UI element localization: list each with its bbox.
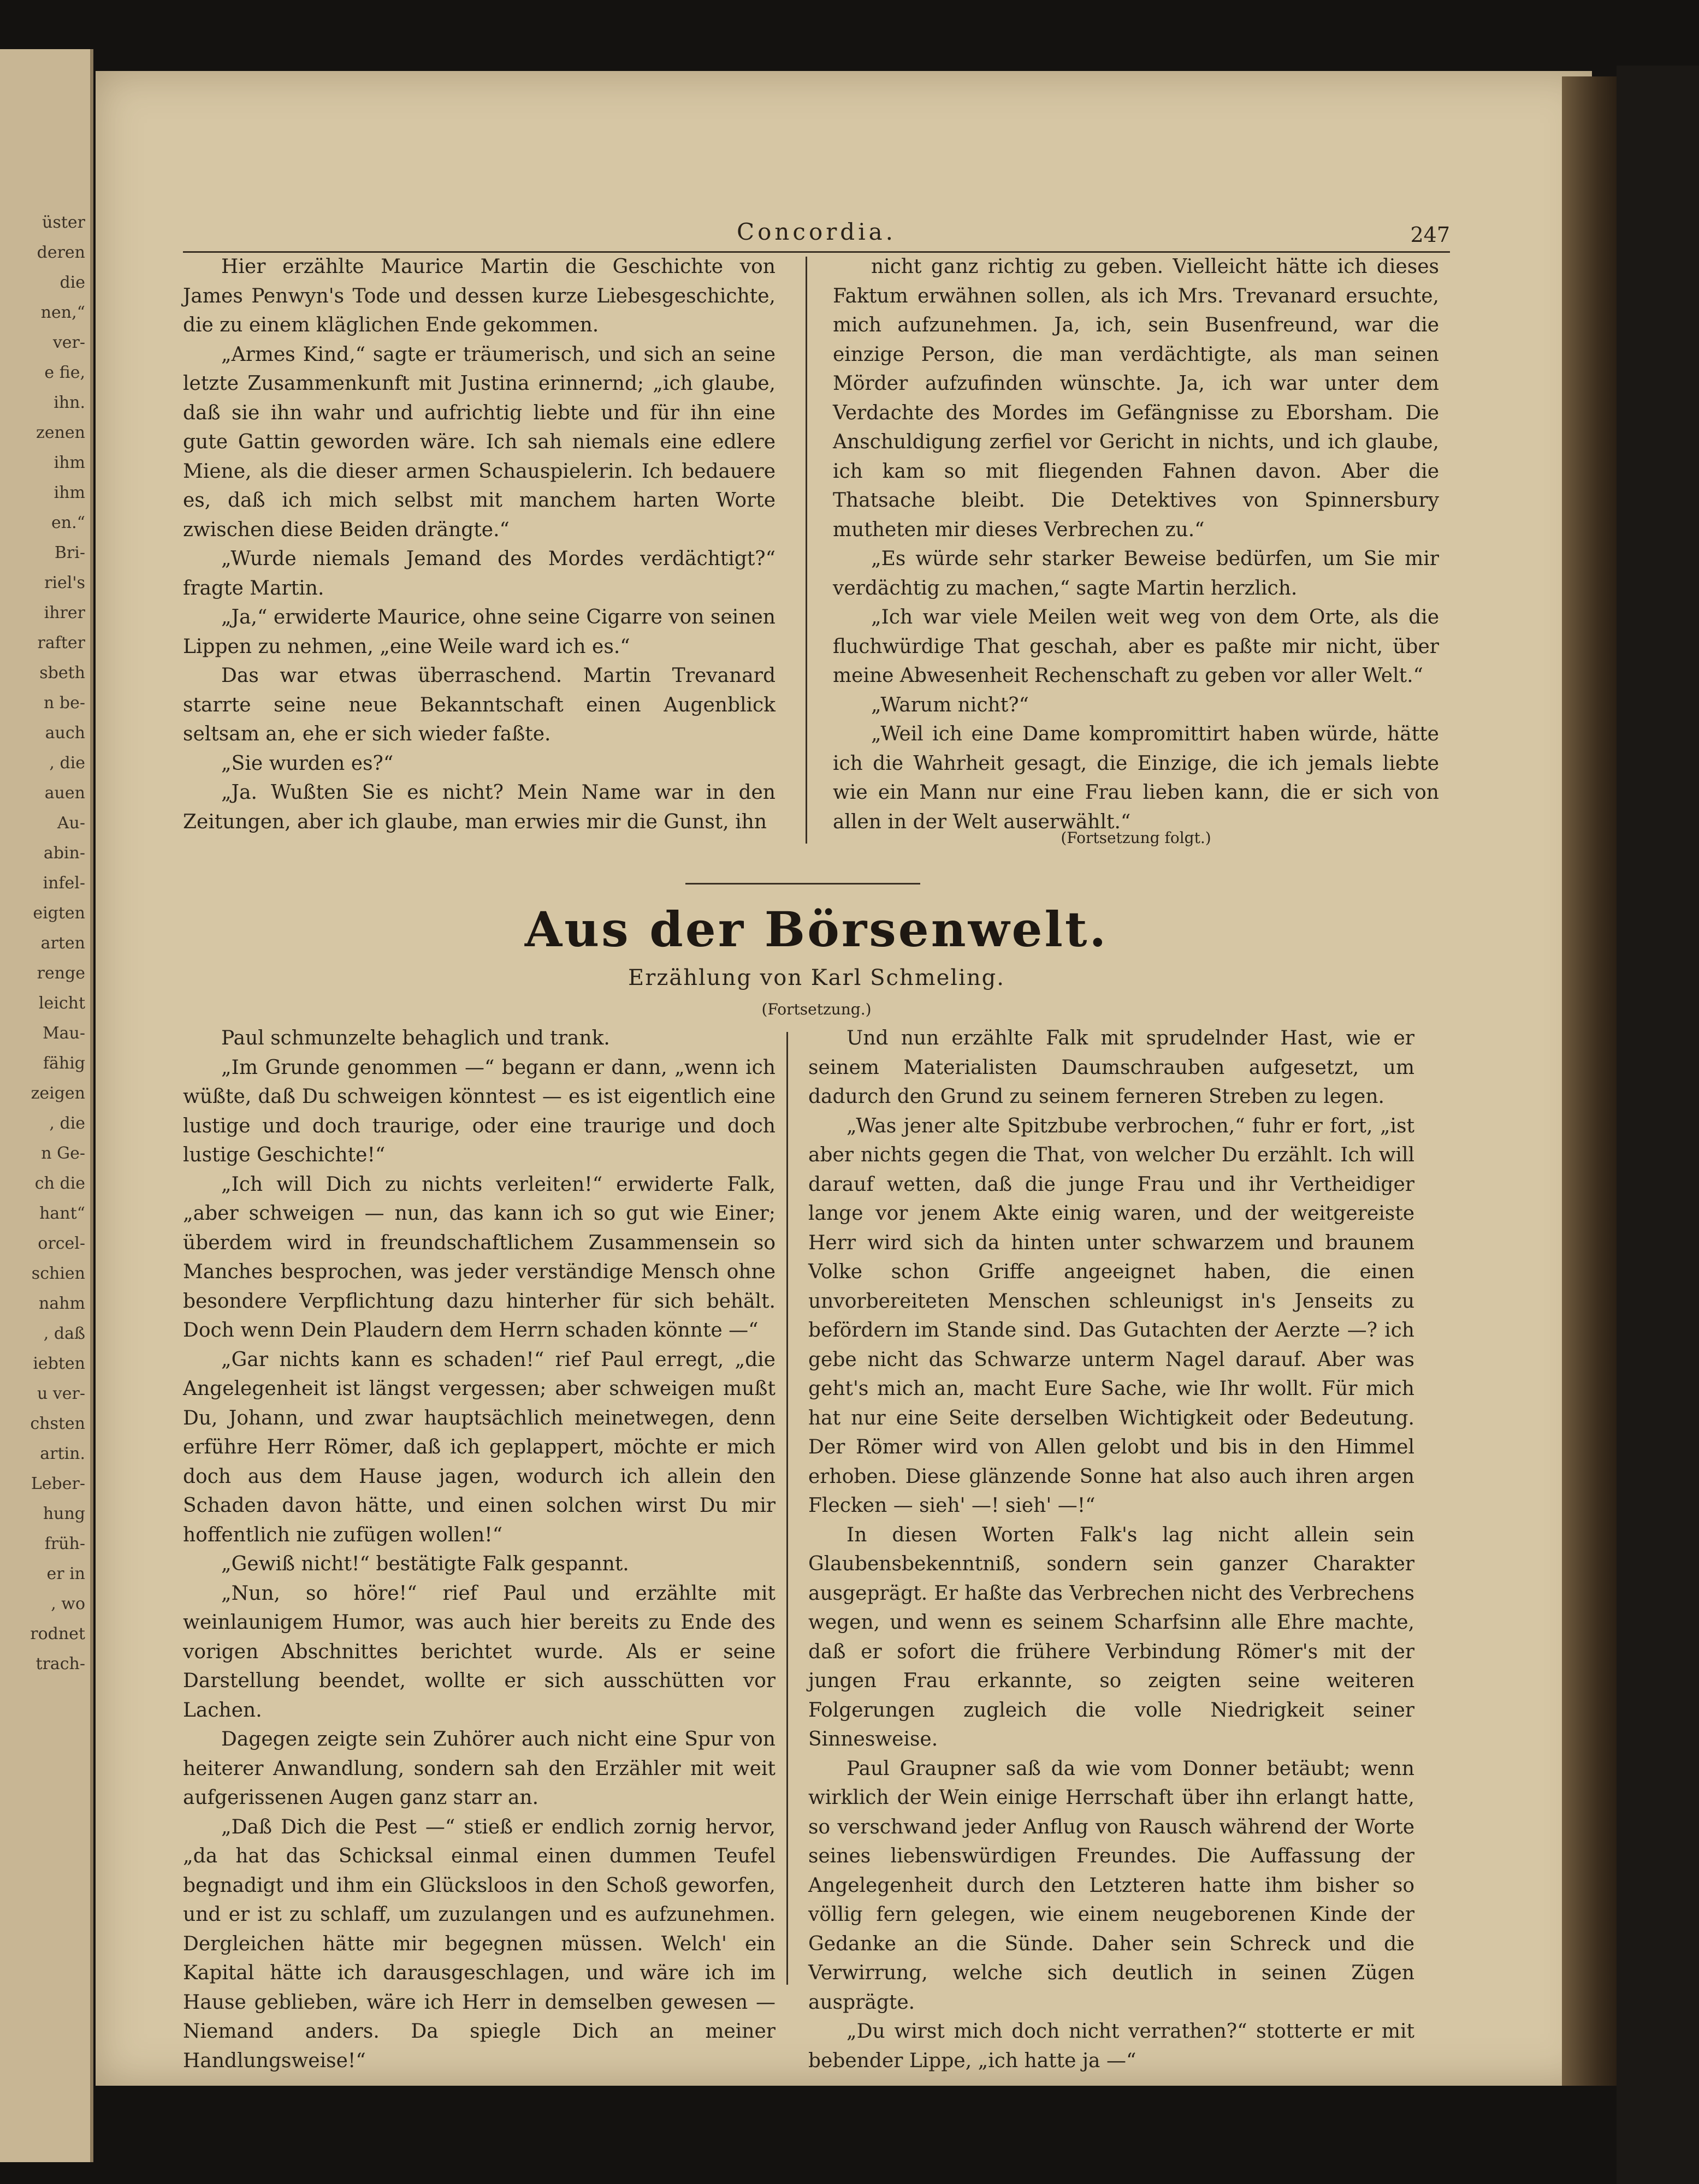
facing-page-fragment: zenen bbox=[36, 423, 85, 442]
facing-page-fragment: artin. bbox=[40, 1444, 85, 1463]
facing-page-fragment: arten bbox=[40, 934, 85, 953]
running-head bbox=[183, 218, 1450, 253]
facing-page-fragment: sbeth bbox=[39, 663, 85, 682]
story-paragraph: Paul schmunzelte behaglich und trank. bbox=[221, 1027, 610, 1049]
serial-paragraph: „Ja,“ erwiderte Maurice, ohne seine Cigarre von seinen Lippen zu nehmen, „eine Weile ward ich es.“ bbox=[183, 606, 775, 658]
facing-page-fragment: leicht bbox=[38, 994, 85, 1013]
facing-page-fragment: rafter bbox=[37, 633, 85, 652]
facing-page-fragment: trach- bbox=[35, 1654, 85, 1673]
facing-page-fragment: zeigen bbox=[31, 1084, 85, 1103]
serial-continued-note-wrap bbox=[833, 827, 1439, 849]
story-continuation-note: (Fortsetzung.) bbox=[761, 1000, 872, 1018]
facing-page-fragment: ver- bbox=[52, 333, 85, 352]
story-paragraph: In diesen Worten Falk's lag nicht allein sein Glaubensbekenntniß, sondern sein ganzer Charakter ausgeprägt. Er haßte das Verbrechen nicht des Verbrechens wegen, und wenn es seinem Scharfsinn alle Ehre machte, daß er sofort die frühere Verbindung Römer's mit der jungen Frau erkannte, so zeigten seine weiteren Folgerungen zugleich die volle Niedrigkeit seiner Sinnesweise. bbox=[808, 1523, 1414, 1750]
facing-page-fragment: eigten bbox=[33, 904, 85, 923]
page-number: 247 bbox=[1410, 223, 1450, 247]
facing-page-fragment: ihrer bbox=[44, 603, 85, 622]
story-paragraph: „Daß Dich die Pest —“ stieß er endlich zornig hervor, „da hat das Schicksal einmal einen dummen Teufel begnadigt und ihm ein Glücksloos in den Schoß geworfen, und er ist zu schlaff, um zuzulangen und es aufzunehmen. Dergleichen hätte mir begegnen müssen. Welch' ein Kapital hätte ich darausgeschlagen, und wäre ich im Hause geblieben, wäre ich Herr in demselben gewesen — Niemand anders. Da spiegle Dich an meiner Handlungsweise!“ bbox=[183, 1815, 775, 2072]
story-paragraph: „Gar nichts kann es schaden!“ rief Paul erregt, „die Angelegenheit ist längst vergessen; aber schweigen mußt Du, Johann, und zwar hauptsächlich meinetwegen, denn erführe Herr Römer, daß ich geplappert, möchte er mich doch aus dem Hause jagen, wodurch ich allein den Schaden davon hätte, und einen solchen wirst Du mir hoffentlich nie zufügen wollen!“ bbox=[183, 1348, 775, 1546]
serial-paragraph: „Warum nicht?“ bbox=[871, 693, 1029, 716]
story-paragraph: Und nun erzählte Falk mit sprudelnder Hast, wie er seinem Materialisten Daumschrauben aufgesetzt, um dadurch den Grund zu seinem ferneren Streben zu legen. bbox=[808, 1027, 1414, 1108]
facing-page-fragment: chsten bbox=[30, 1414, 85, 1433]
facing-page-fragment: nen,“ bbox=[40, 303, 85, 322]
facing-page-fragment: nahm bbox=[39, 1294, 85, 1313]
facing-page-fragment: , die bbox=[49, 753, 85, 773]
serial-paragraph: Das war etwas überraschend. Martin Trevanard starrte seine neue Bekanntschaft einen Augenblick seltsam an, ehe er sich wieder faßte. bbox=[183, 664, 775, 745]
facing-page-fragment: riel's bbox=[44, 573, 85, 592]
facing-page-fragment: e fie, bbox=[44, 363, 85, 382]
serial-paragraph: Hier erzählte Maurice Martin die Geschichte von James Penwyn's Tode und dessen kurze Liebesgeschichte, die zu einem kläglichen Ende gekommen. bbox=[183, 256, 775, 336]
facing-page-fragment: n be- bbox=[44, 693, 85, 713]
serial-paragraph: „Es würde sehr starker Beweise bedürfen, um Sie mir verdächtig zu machen,“ sagte Martin herzlich. bbox=[833, 548, 1439, 600]
facing-page-fragment: n Ge- bbox=[41, 1144, 85, 1163]
facing-page-fragment: iebten bbox=[33, 1354, 85, 1373]
story-paragraph: „Was jener alte Spitzbube verbrochen,“ fuhr er fort, „ist aber nichts gegen die That, von welcher Du erzählt. Ich will darauf wetten, daß die junge Frau und ihr Vertheidiger lange vor jenem Akte einig waren, und der weitgereiste Herr wird sich da hinten unter schwarzem und braunem Volke schon Griffe angeeignet haben, die einen unvorbereiteten Menschen schleunigst in's Jenseits zu befördern im Stande sind. Das Gutachten der Aerzte —? ich gebe nicht das Schwarze unterm Nagel darauf. Aber was geht's mich an, macht Eure Sache, wie Ihr wollt. Für mich hat nur eine Seite derselben Wichtigkeit oder Bedeutung. Der Römer wird von Allen gelobt und bis in den Himmel erhoben. Diese glänzende Sonne hat also auch ihren argen Flecken — sieh' —! sieh' —!“ bbox=[808, 1114, 1414, 1517]
facing-page-fragment: hant“ bbox=[39, 1204, 85, 1223]
story-paragraph: „Gewiß nicht!“ bestätigte Falk gespannt. bbox=[221, 1553, 629, 1575]
story-paragraph: Dagegen zeigte sein Zuhörer auch nicht eine Spur von heiterer Anwandlung, sondern sah den Erzähler mit weit aufgerissenen Augen ganz starr an. bbox=[183, 1728, 775, 1809]
book-binding-edge bbox=[1562, 76, 1622, 2086]
section-separator-rule bbox=[685, 883, 920, 885]
facing-page-fragment: renge bbox=[37, 964, 85, 983]
facing-page-edge bbox=[0, 49, 93, 2162]
facing-page-fragment: en.“ bbox=[51, 513, 85, 532]
facing-page-fragment: hung bbox=[43, 1504, 85, 1523]
serial-paragraph: „Wurde niemals Jemand des Mordes verdächtigt?“ fragte Martin. bbox=[183, 548, 775, 600]
facing-page-fragment: deren bbox=[37, 243, 85, 262]
story-column-1 bbox=[183, 1024, 775, 2075]
facing-page-fragment: u ver- bbox=[37, 1384, 85, 1403]
facing-page-fragment: Au- bbox=[57, 814, 85, 833]
facing-page-fragment: Mau- bbox=[42, 1024, 85, 1043]
facing-page-fragment: , die bbox=[49, 1114, 85, 1133]
story-paragraph: „Ich will Dich zu nichts verleiten!“ erwiderte Falk, „aber schweigen — nun, das kann ich so gut wie Einer; überdem wird in freundschaftlichem Zusammensein so Manches besprochen, was jeder verständige Mensch ohne besondere Verpflichtung dazu hinterher für sich behält. Doch wenn Dein Plaudern dem Herrn schaden könnte —“ bbox=[183, 1173, 775, 1342]
facing-page-fragment: auch bbox=[45, 723, 85, 743]
facing-page-fragment: infel- bbox=[43, 874, 85, 893]
facing-page-fragment: auen bbox=[44, 784, 85, 803]
facing-page-fragment: die bbox=[60, 273, 85, 292]
story-paragraph: „Du wirst mich doch nicht verrathen?“ stotterte er mit bebender Lippe, „ich hatte ja —“ bbox=[808, 2020, 1414, 2072]
serial-paragraph: „Ich war viele Meilen weit weg von dem Orte, als die fluchwürdige That geschah, aber es paßte mir nicht, über meine Abwesenheit Rechenschaft zu geben vor aller Welt.“ bbox=[833, 606, 1439, 687]
facing-page-fragment: ch die bbox=[34, 1174, 85, 1193]
background-surface bbox=[1617, 66, 1699, 2184]
facing-page-fragment: schien bbox=[31, 1264, 85, 1283]
facing-page-fragment: fähig bbox=[43, 1054, 85, 1073]
facing-page-fragment: ihn. bbox=[54, 393, 85, 412]
serial-paragraph: „Sie wurden es?“ bbox=[221, 752, 394, 775]
serial-continued-note: (Fortsetzung folgt.) bbox=[1061, 829, 1211, 847]
facing-page-fragment: Bri- bbox=[54, 543, 85, 562]
facing-page-fragment: ihm bbox=[54, 483, 85, 502]
facing-page-fragment: orcel- bbox=[38, 1234, 85, 1253]
serial-story-column-2 bbox=[833, 252, 1439, 836]
story-column-2 bbox=[808, 1024, 1414, 2075]
facing-page-fragment: Leber- bbox=[31, 1474, 85, 1493]
serial-paragraph: „Armes Kind,“ sagte er träumerisch, und sich an seine letzte Zusammenkunft mit Justina erinnernd; „ich glaube, daß sie ihn wahr und aufrichtig liebte und für ihn eine gute Gattin geworden wäre. Ich sah niemals eine edlere Miene, als die dieser armen Schauspielerin. Ich bedauere es, daß ich mich selbst mit manchem harten Worte zwischen diese Beiden drängte.“ bbox=[183, 343, 775, 541]
story-paragraph: „Im Grunde genommen —“ begann er dann, „wenn ich wüßte, daß Du schweigen könntest — es ist eigentlich eine lustige und doch traurige, oder eine traurige und doch lustige Geschichte!“ bbox=[183, 1056, 775, 1166]
facing-page-fragment: abin- bbox=[43, 844, 85, 863]
facing-page-fragment: rodnet bbox=[30, 1624, 85, 1643]
facing-page-fragment: , wo bbox=[51, 1594, 85, 1613]
serial-paragraph: „Weil ich eine Dame kompromittirt haben würde, hätte ich die Wahrheit gesagt, die Einzige, die ich jemals liebte wie ein Mann nur eine Frau lieben kann, die er sich von allen in der Welt auserwählt.“ bbox=[833, 723, 1439, 833]
story-title: Aus der Börsenwelt. bbox=[524, 901, 1109, 958]
story-byline: Erzählung von Karl Schmeling. bbox=[628, 965, 1005, 990]
facing-page-fragment: üster bbox=[42, 213, 85, 232]
story-paragraph: „Nun, so höre!“ rief Paul und erzählte mit weinlaunigem Humor, was auch hier bereits zu Ende des vorigen Abschnittes berichtet wurde. Als er seine Darstellung beendet, wollte er sich ausschütten vor Lachen. bbox=[183, 1582, 775, 1722]
column-divider-bottom bbox=[786, 1032, 788, 1985]
serial-paragraph: nicht ganz richtig zu geben. Vielleicht hätte ich dieses Faktum erwähnen sollen, als ich Mrs. Trevanard ersuchte, mich aufzunehmen. Ja, ich, sein Busenfreund, war die einzige Person, die man verdächtigte, als man seinen Mörder aufzufinden wünschte. Ja, ich war unter dem Verdachte des Mordes im Gefängnisse zu Eborsham. Die Anschuldigung zerfiel vor Gericht in nichts, und ich glaube, ich kam so mit fliegenden Fahnen davon. Aber die Thatsache bleibt. Die Detektives von Spinnersbury mutheten mir dieses Verbrechen zu.“ bbox=[833, 256, 1439, 541]
column-divider-top bbox=[806, 257, 807, 844]
serial-story-column-1 bbox=[183, 252, 775, 836]
story-paragraph: Paul Graupner saß da wie vom Donner betäubt; wenn wirklich der Wein einige Herrschaft über ihn erlangt hatte, so verschwand jeder Anflug von Rausch während der Worte seines liebenswürdigen Freundes. Die Auffassung der Angelegenheit durch den Letzteren hatte ihm bisher so völlig fern gelegen, wie einem neugeborenen Kinde der Gedanke an die Sünde. Daher sein Schreck und die Verwirrung, welche sich deutlich in seinen Zügen ausprägte. bbox=[808, 1757, 1414, 2014]
facing-page-fragment: ihm bbox=[54, 453, 85, 472]
facing-page-fragment: , daß bbox=[43, 1324, 85, 1343]
facing-page-fragment: früh- bbox=[44, 1534, 85, 1553]
facing-page-fragment: er in bbox=[46, 1564, 85, 1583]
journal-title: Concordia. bbox=[736, 218, 897, 245]
serial-paragraph: „Ja. Wußten Sie es nicht? Mein Name war in den Zeitungen, aber ich glaube, man erwies mir die Gunst, ihn bbox=[183, 781, 775, 833]
